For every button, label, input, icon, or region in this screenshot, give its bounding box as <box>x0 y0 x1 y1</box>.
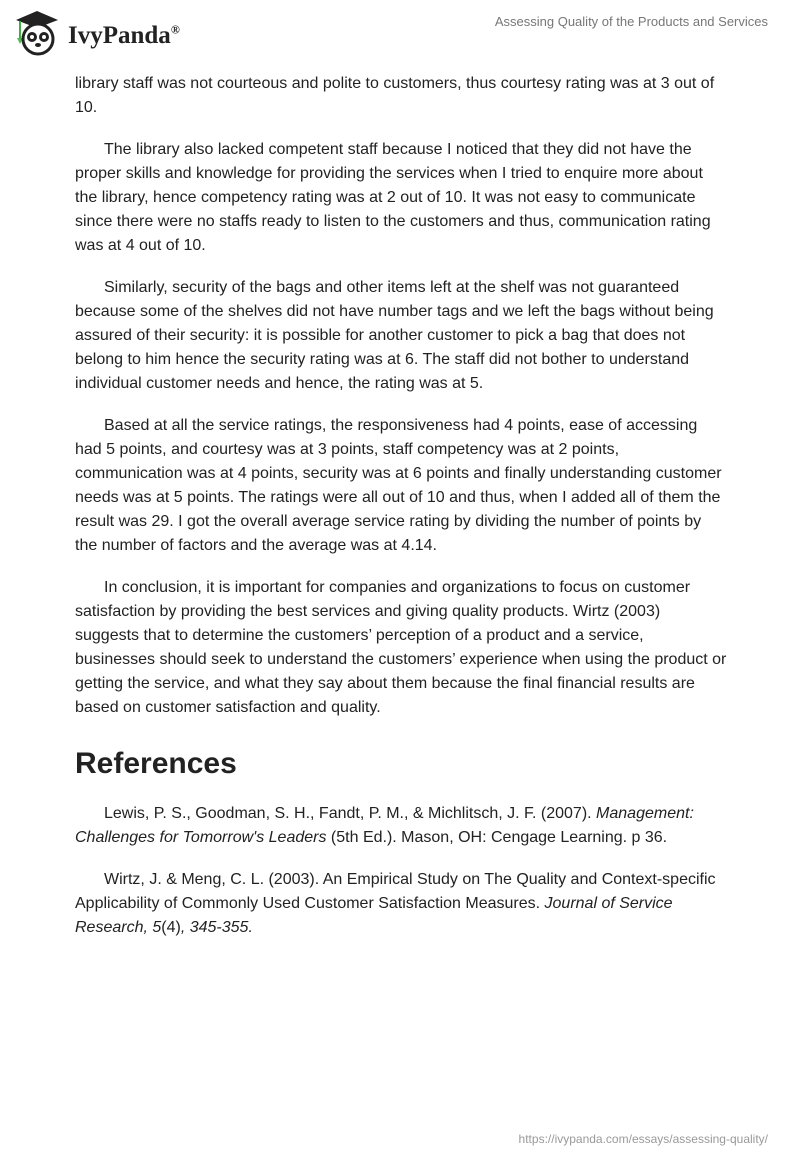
logo[interactable] <box>12 8 180 56</box>
page-header <box>0 0 800 60</box>
paragraph: Similarly, security of the bags and other items left at the shelf was not guaranteed because some of the shelves did not have number tags and we left the bags without being assured of their security: it is possible for another customer to pick a bag that does not belong to him hence the security rating was at 6. The staff did not bother to understand individual customer needs and hence, the rating was at 5. <box>75 279 714 392</box>
paragraph: library staff was not courteous and polite to customers, thus courtesy rating was at 3 out of 10. <box>75 75 715 116</box>
references-heading: References <box>75 747 237 780</box>
paragraph: In conclusion, it is important for companies and organizations to focus on customer satisfaction by providing the best services and giving quality products. Wirtz (2003) suggests that to determine the customers’ perception of a product and a service, businesses should seek to understand the customers’ experience when using the product or getting the service, and what they say about them because the final financial results are based on customer satisfaction and quality. <box>75 579 727 716</box>
reference-item <box>75 802 727 850</box>
ref-issue: (4) <box>161 919 181 936</box>
essay-body <box>75 72 727 958</box>
reference-item <box>75 868 727 940</box>
ref-publisher: (5th Ed.). Mason, OH: Cengage Learning. p 36. <box>326 829 668 846</box>
ref-title: Management: Challenges for Tomorrow's Leaders <box>75 805 694 846</box>
page-url: https://ivypanda.com/essays/assessing-quality/ <box>518 1132 768 1146</box>
ref-authors: Lewis, P. S., Goodman, S. H., Fandt, P. M., & Michlitsch, J. F. (2007). <box>104 805 597 822</box>
registered-mark: ® <box>170 22 180 37</box>
panda-logo-icon <box>12 8 62 56</box>
ref-journal: Journal of Service Research, 5 <box>75 895 673 936</box>
ref-authors: Wirtz, J. & Meng, C. L. (2003). An Empirical Study on The Quality and Context-specific Applicability of Commonly Used Customer Satisfaction Measures. <box>75 871 716 912</box>
brand-name: IvyPanda <box>68 22 171 49</box>
paragraph: The library also lacked competent staff because I noticed that they did not have the proper skills and knowledge for providing the services when I tried to enquire more about the library, hence competency rating was at 2 out of 10. It was not easy to communicate since there were no staffs ready to listen to the customers and thus, communication rating was at 4 out of 10. <box>75 141 711 254</box>
ref-pages: , 345-355. <box>180 919 253 936</box>
document-title: Assessing Quality of the Products and Services <box>494 14 768 29</box>
paragraph: Based at all the service ratings, the responsiveness had 4 points, ease of accessing had 5 points, and courtesy was at 3 points, staff competency was at 2 points, communication was at 4 points, security was at 6 points and finally understanding customer needs was at 5 points. The ratings were all out of 10 and thus, when I added all of them the result was 29. I got the overall average service rating by dividing the number of points by the number of factors and the average was at 4.14. <box>75 417 722 554</box>
